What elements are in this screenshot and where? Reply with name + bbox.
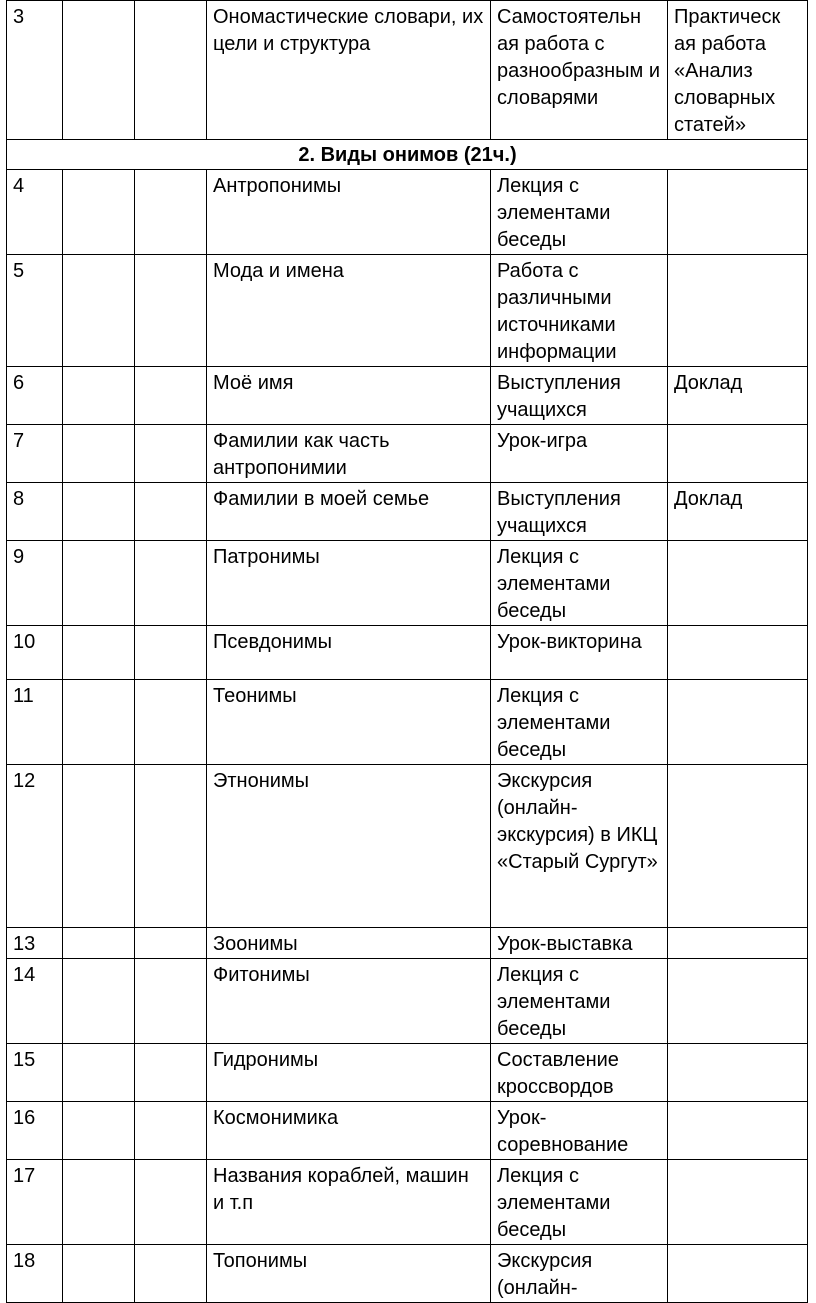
table-row [7, 170, 808, 255]
table-row [7, 765, 808, 928]
table-row [7, 1245, 808, 1303]
date-fact-cell [135, 1245, 207, 1303]
table-row [7, 1044, 808, 1102]
topic-cell: Антропонимы [207, 170, 491, 255]
activity-form-cell: Урок-игра [491, 425, 668, 483]
topic-cell: Фамилии в моей семье [207, 483, 491, 541]
date-plan-cell [63, 541, 135, 626]
lesson-number-cell: 10 [7, 626, 63, 680]
section-row [7, 140, 808, 170]
activity-form-cell: Лекция с элементами беседы [491, 959, 668, 1044]
date-plan-cell [63, 1044, 135, 1102]
table-row [7, 255, 808, 367]
topic-cell: Теонимы [207, 680, 491, 765]
date-fact-cell [135, 626, 207, 680]
lesson-number-cell: 7 [7, 425, 63, 483]
table-row [7, 1, 808, 140]
thematic-plan-body [7, 1, 808, 1303]
table-row [7, 425, 808, 483]
topic-cell: Топонимы [207, 1245, 491, 1303]
date-plan-cell [63, 1160, 135, 1245]
control-form-cell: Доклад [668, 483, 808, 541]
date-fact-cell [135, 425, 207, 483]
lesson-number-cell: 12 [7, 765, 63, 928]
activity-form-cell: Лекция с элементами беседы [491, 541, 668, 626]
date-fact-cell [135, 680, 207, 765]
lesson-number-cell: 4 [7, 170, 63, 255]
activity-form-cell: Урок-соревнование [491, 1102, 668, 1160]
date-plan-cell [63, 170, 135, 255]
topic-cell: Моё имя [207, 367, 491, 425]
date-fact-cell [135, 541, 207, 626]
date-fact-cell [135, 959, 207, 1044]
control-form-cell [668, 959, 808, 1044]
date-fact-cell [135, 255, 207, 367]
table-row [7, 483, 808, 541]
control-form-cell: Практическ ая работа «Анализ словарных статей» [668, 1, 808, 140]
topic-cell: Фамилии как часть антропонимии [207, 425, 491, 483]
date-plan-cell [63, 483, 135, 541]
lesson-number-cell: 18 [7, 1245, 63, 1303]
activity-form-cell: Лекция с элементами беседы [491, 680, 668, 765]
activity-form-cell: Лекция с элементами беседы [491, 170, 668, 255]
date-plan-cell [63, 1, 135, 140]
activity-form-cell: Выступления учащихся [491, 483, 668, 541]
date-fact-cell [135, 1044, 207, 1102]
activity-form-cell: Урок-викторина [491, 626, 668, 680]
lesson-number-cell: 5 [7, 255, 63, 367]
table-row [7, 367, 808, 425]
table-row [7, 626, 808, 680]
control-form-cell [668, 928, 808, 959]
table-row [7, 680, 808, 765]
date-fact-cell [135, 1102, 207, 1160]
topic-cell: Мода и имена [207, 255, 491, 367]
date-fact-cell [135, 1, 207, 140]
table-row [7, 959, 808, 1044]
table-row [7, 541, 808, 626]
activity-form-cell: Выступления учащихся [491, 367, 668, 425]
date-fact-cell [135, 928, 207, 959]
date-fact-cell [135, 170, 207, 255]
date-plan-cell [63, 928, 135, 959]
activity-form-cell: Составление кроссвордов [491, 1044, 668, 1102]
table-row [7, 1160, 808, 1245]
control-form-cell [668, 170, 808, 255]
control-form-cell [668, 1245, 808, 1303]
control-form-cell: Доклад [668, 367, 808, 425]
topic-cell: Псевдонимы [207, 626, 491, 680]
date-plan-cell [63, 1245, 135, 1303]
lesson-number-cell: 16 [7, 1102, 63, 1160]
date-plan-cell [63, 765, 135, 928]
activity-form-cell: Работа с различными источниками информации [491, 255, 668, 367]
section-heading: 2. Виды онимов (21ч.) [7, 140, 808, 170]
topic-cell: Гидронимы [207, 1044, 491, 1102]
topic-cell: Космонимика [207, 1102, 491, 1160]
control-form-cell [668, 680, 808, 765]
control-form-cell [668, 765, 808, 928]
date-plan-cell [63, 626, 135, 680]
topic-cell: Фитонимы [207, 959, 491, 1044]
date-plan-cell [63, 680, 135, 765]
date-fact-cell [135, 483, 207, 541]
date-plan-cell [63, 1102, 135, 1160]
table-row [7, 1102, 808, 1160]
activity-form-cell: Урок-выставка [491, 928, 668, 959]
topic-cell: Патронимы [207, 541, 491, 626]
date-plan-cell [63, 425, 135, 483]
topic-cell: Этнонимы [207, 765, 491, 928]
lesson-number-cell: 6 [7, 367, 63, 425]
control-form-cell [668, 425, 808, 483]
control-form-cell [668, 626, 808, 680]
date-fact-cell [135, 367, 207, 425]
lesson-number-cell: 9 [7, 541, 63, 626]
lesson-number-cell: 11 [7, 680, 63, 765]
date-plan-cell [63, 959, 135, 1044]
lesson-number-cell: 8 [7, 483, 63, 541]
control-form-cell [668, 1044, 808, 1102]
date-fact-cell [135, 765, 207, 928]
control-form-cell [668, 255, 808, 367]
topic-cell: Названия кораблей, машин и т.п [207, 1160, 491, 1245]
lesson-number-cell: 13 [7, 928, 63, 959]
activity-form-cell: Лекция с элементами беседы [491, 1160, 668, 1245]
lesson-number-cell: 14 [7, 959, 63, 1044]
control-form-cell [668, 1102, 808, 1160]
lesson-number-cell: 17 [7, 1160, 63, 1245]
topic-cell: Ономастические словари, их цели и структура [207, 1, 491, 140]
table-row [7, 928, 808, 959]
lesson-number-cell: 15 [7, 1044, 63, 1102]
activity-form-cell: Экскурсия (онлайн- [491, 1245, 668, 1303]
control-form-cell [668, 1160, 808, 1245]
topic-cell: Зоонимы [207, 928, 491, 959]
control-form-cell [668, 541, 808, 626]
date-plan-cell [63, 367, 135, 425]
date-fact-cell [135, 1160, 207, 1245]
thematic-plan-table [6, 0, 808, 1303]
lesson-number-cell: 3 [7, 1, 63, 140]
activity-form-cell: Самостоятельн ая работа с разнообразным и словарями [491, 1, 668, 140]
date-plan-cell [63, 255, 135, 367]
activity-form-cell: Экскурсия (онлайн-экскурсия) в ИКЦ «Старый Сургут» [491, 765, 668, 928]
